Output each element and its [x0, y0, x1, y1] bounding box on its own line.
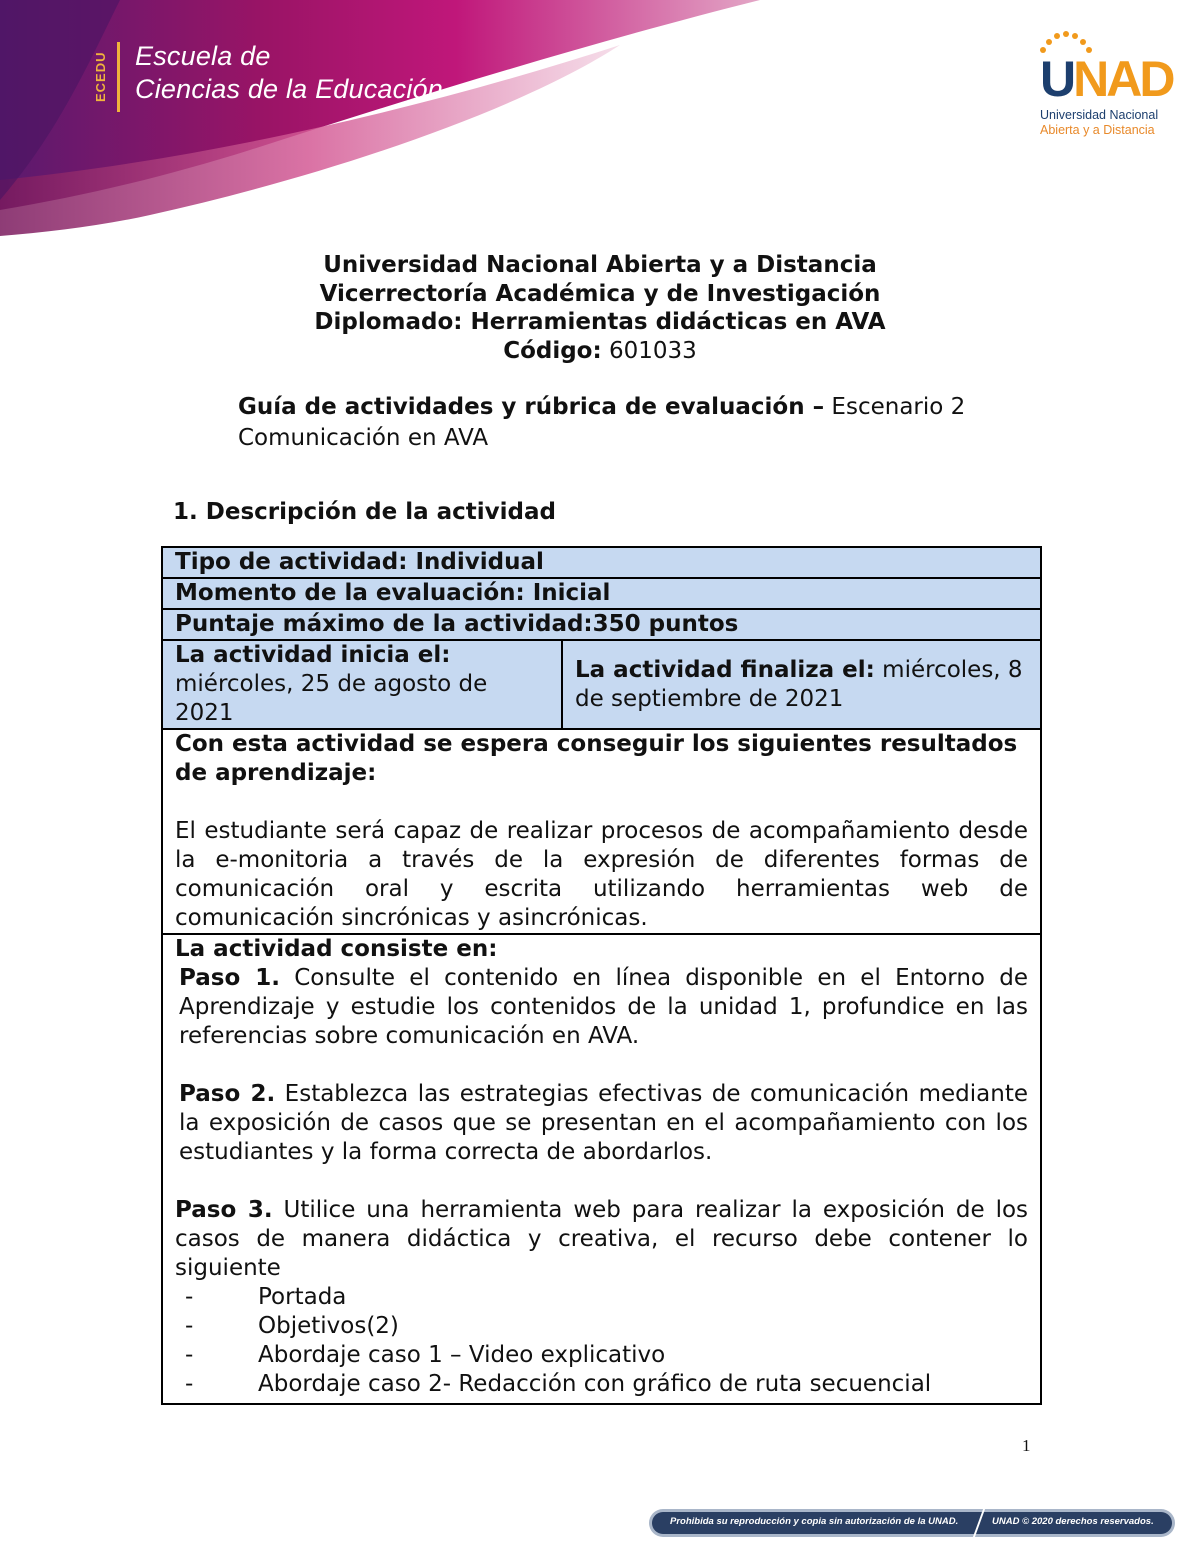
consiste-label: La actividad consiste en: — [175, 936, 498, 962]
diplomado-title: Diplomado: Herramientas didácticas en AVA — [314, 309, 886, 335]
activity-table — [161, 546, 1042, 1405]
table-row — [162, 640, 1041, 729]
code-label: Código: — [503, 338, 602, 364]
list-item: - Portada — [185, 1283, 1028, 1312]
resultados-label: Con esta actividad se espera conseguir los siguientes resultados de aprendizaje: — [175, 731, 1018, 786]
school-title-line2: Ciencias de la Educación — [135, 74, 443, 104]
end-date-value: miércoles, 8 de septiembre de 2021 — [575, 656, 1023, 712]
badge-divider — [117, 42, 120, 112]
school-badge: ECEDU — [93, 51, 108, 103]
paso3-text: Utilice una herramienta web para realizar la exposición de los casos de manera didáctica y creativa, el recurso debe contener lo siguiente — [175, 1197, 1029, 1281]
vicerrectoria: Vicerrectoría Académica y de Investigación — [319, 281, 881, 307]
guide-title-rest: Escenario 2 — [824, 394, 966, 420]
paso1-label: Paso 1. — [179, 965, 280, 991]
resultados-text: El estudiante será capaz de realizar procesos de acompañamiento desde la e-monitoria a través de la expresión de diferentes formas de comunicación oral y escrita utilizando herramientas web de comunicación sincrónicas y asincrónicas. — [175, 818, 1029, 931]
section-title: 1. Descripción de la actividad — [173, 499, 556, 525]
unad-logo — [1030, 30, 1173, 140]
paso1 — [175, 964, 1028, 1051]
tipo-cell: Tipo de actividad: Individual — [162, 547, 1041, 578]
logo-wordmark: UNAD — [1040, 51, 1173, 107]
paso3-list — [175, 1283, 1028, 1399]
end-date-label: La actividad finaliza el: — [575, 656, 875, 683]
footer-copy-notice: Prohibida su reproducción y copia sin autorización de la UNAD. — [670, 1516, 959, 1527]
start-date-label: La actividad inicia el: — [175, 642, 451, 668]
table-row — [162, 547, 1041, 578]
paso2 — [175, 1080, 1028, 1167]
table-row — [162, 729, 1041, 934]
momento-cell: Momento de la evaluación: Inicial — [162, 578, 1041, 609]
end-date-cell — [562, 640, 1041, 729]
paso1-text: Consulte el contenido en línea disponible en el Entorno de Aprendizaje y estudie los contenidos de la unidad 1, profundice en las referencias sobre comunicación en AVA. — [179, 965, 1029, 1049]
start-date-value: miércoles, 25 de agosto de 2021 — [175, 671, 488, 726]
table-row — [162, 934, 1041, 1404]
paso2-text: Establezca las estrategias efectivas de comunicación mediante la exposición de casos que se presentan en el acompañamiento con los estudiantes y la forma correcta de abordarlos. — [179, 1081, 1029, 1165]
course-code — [0, 338, 1200, 364]
list-item: - Objetivos(2) — [185, 1312, 1028, 1341]
list-item: - Abordaje caso 2- Redacción con gráfico de ruta secuencial — [185, 1370, 1028, 1399]
table-row — [162, 578, 1041, 609]
school-title — [135, 40, 443, 106]
code-value: 601033 — [601, 338, 697, 364]
logo-line1: Universidad Nacional — [1040, 108, 1159, 122]
footer-banner — [640, 1500, 1180, 1550]
header-banner — [0, 0, 1200, 240]
start-date-cell — [162, 640, 562, 729]
puntaje-cell: Puntaje máximo de la actividad:350 puntos — [162, 609, 1041, 640]
page-number: 1 — [1022, 1436, 1031, 1455]
footer-rights: UNAD © 2020 derechos reservados. — [992, 1516, 1154, 1527]
paso2-label: Paso 2. — [179, 1081, 276, 1107]
consiste-cell — [162, 934, 1041, 1404]
guide-title-bold: Guía de actividades y rúbrica de evaluación – — [238, 394, 825, 420]
resultados-cell — [162, 729, 1041, 934]
paso3 — [175, 1196, 1028, 1283]
list-item: - Abordaje caso 1 – Video explicativo — [185, 1341, 1028, 1370]
guide-title — [238, 394, 965, 420]
university-name: Universidad Nacional Abierta y a Distancia — [323, 252, 877, 278]
paso3-label: Paso 3. — [175, 1197, 273, 1223]
school-title-line1: Escuela de — [135, 41, 271, 71]
logo-line2: Abierta y a Distancia — [1040, 123, 1155, 137]
guide-subtitle: Comunicación en AVA — [238, 425, 489, 451]
table-row — [162, 609, 1041, 640]
